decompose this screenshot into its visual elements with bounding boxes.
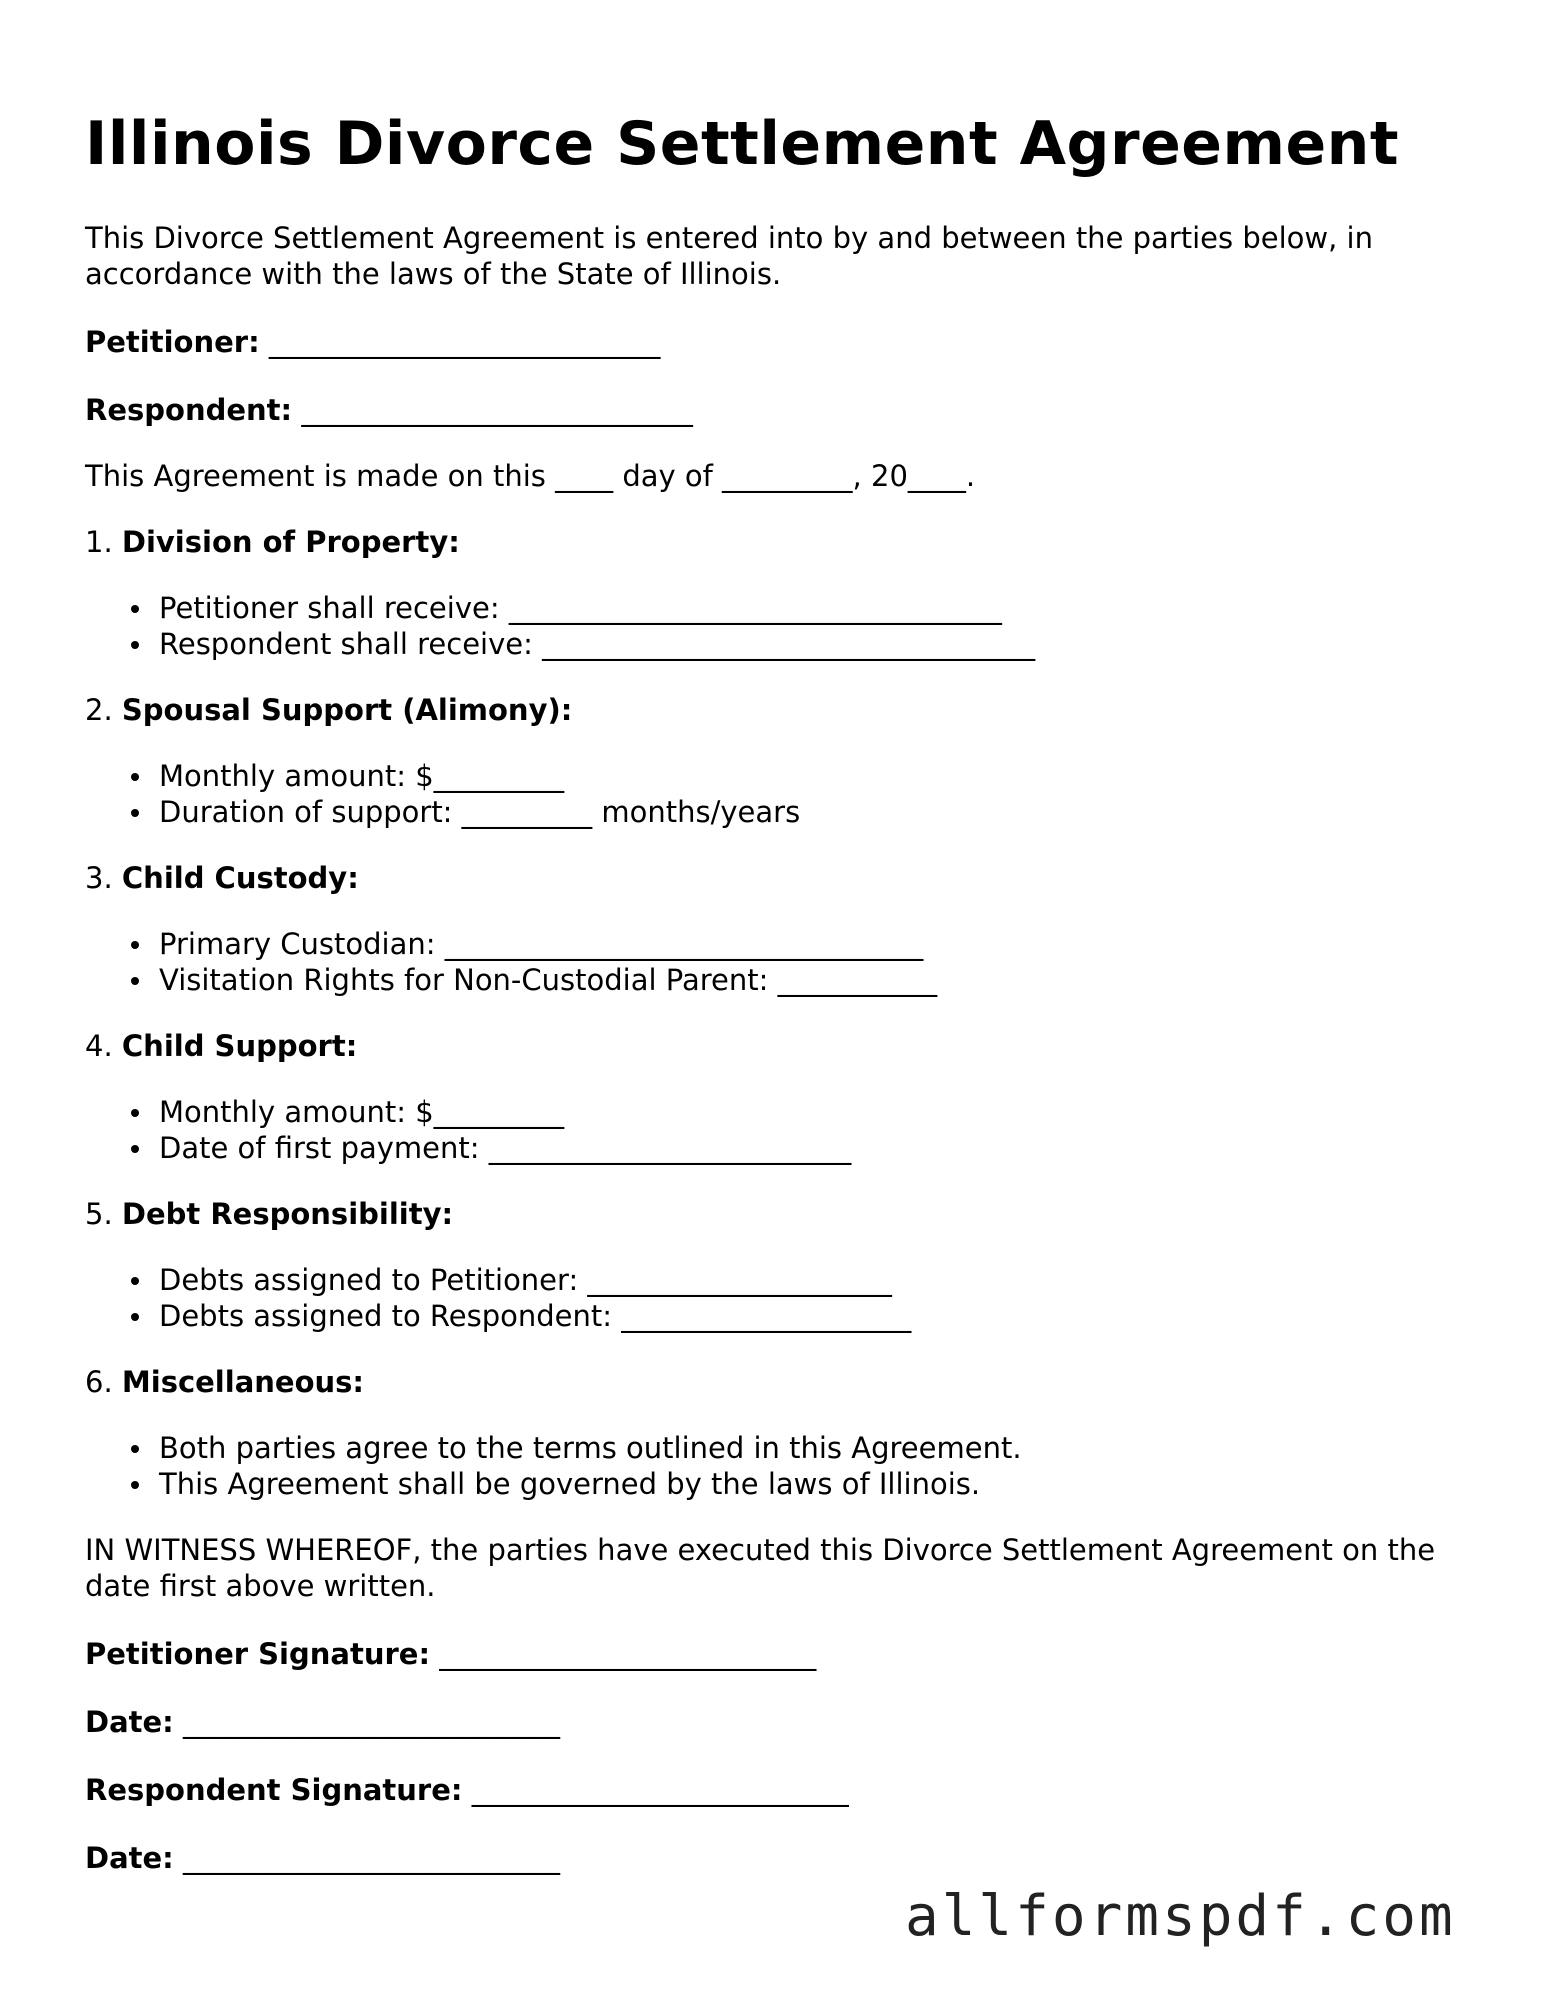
section-title: Child Custody: — [121, 861, 359, 895]
list-item: Debts assigned to Respondent: ____________________ — [159, 1298, 1465, 1334]
section-number: 5. — [85, 1197, 113, 1231]
section-number: 2. — [85, 693, 113, 727]
section-heading-3 — [85, 860, 1465, 896]
section-number: 4. — [85, 1029, 113, 1063]
section-number: 3. — [85, 861, 113, 895]
list-item: Date of first payment: _________________________ — [159, 1130, 1465, 1166]
respondent-blank[interactable]: ___________________________ — [301, 393, 693, 427]
section-1-list — [85, 590, 1465, 662]
list-item: Primary Custodian: _________________________________ — [159, 926, 1465, 962]
section-title: Debt Responsibility: — [121, 1197, 454, 1231]
list-item: Petitioner shall receive: __________________________________ — [159, 590, 1465, 626]
section-2-list — [85, 758, 1465, 830]
signature-label: Petitioner Signature: — [85, 1637, 431, 1671]
signature-blank[interactable]: __________________________ — [439, 1637, 817, 1671]
section-title: Child Support: — [121, 1029, 358, 1063]
section-heading-5 — [85, 1196, 1465, 1232]
watermark: allformspdf.com — [905, 1884, 1456, 1949]
date-blank[interactable]: __________________________ — [183, 1705, 560, 1739]
section-heading-2 — [85, 692, 1465, 728]
signature-label: Respondent Signature: — [85, 1773, 463, 1807]
list-item: Monthly amount: $_________ — [159, 1094, 1465, 1130]
date-label: Date: — [85, 1705, 174, 1739]
agreement-date-line: This Agreement is made on this ____ day of _________, 20____. — [85, 459, 976, 493]
list-item: Both parties agree to the terms outlined in this Agreement. — [159, 1430, 1465, 1466]
list-item: This Agreement shall be governed by the laws of Illinois. — [159, 1466, 1465, 1502]
section-number: 1. — [85, 525, 113, 559]
list-item: Duration of support: _________ months/years — [159, 794, 1465, 830]
petitioner-blank[interactable]: ___________________________ — [268, 325, 661, 359]
section-heading-4 — [85, 1028, 1465, 1064]
document-page — [85, 108, 1465, 1876]
section-5-list — [85, 1262, 1465, 1334]
list-item: Debts assigned to Petitioner: _____________________ — [159, 1262, 1465, 1298]
signature-blank[interactable]: __________________________ — [471, 1773, 849, 1807]
date-label: Date: — [85, 1841, 174, 1875]
respondent-label: Respondent: — [85, 393, 293, 427]
section-number: 6. — [85, 1365, 113, 1399]
list-item: Respondent shall receive: __________________________________ — [159, 626, 1465, 662]
section-heading-6 — [85, 1364, 1465, 1400]
section-heading-1 — [85, 524, 1465, 560]
petitioner-date-field — [85, 1704, 1465, 1740]
intro-paragraph: This Divorce Settlement Agreement is entered into by and between the parties below, in accordance with the laws of the State of Illinois. — [85, 221, 1373, 291]
list-item: Monthly amount: $_________ — [159, 758, 1465, 794]
document-title: Illinois Divorce Settlement Agreement — [85, 109, 1400, 179]
witness-paragraph: IN WITNESS WHEREOF, the parties have executed this Divorce Settlement Agreement on the date first above written. — [85, 1533, 1436, 1603]
petitioner-signature-field — [85, 1636, 1465, 1672]
section-6-list — [85, 1430, 1465, 1502]
section-title: Miscellaneous: — [121, 1365, 365, 1399]
date-blank[interactable]: __________________________ — [183, 1841, 560, 1875]
respondent-date-field — [85, 1840, 1465, 1876]
respondent-signature-field — [85, 1772, 1465, 1808]
section-4-list — [85, 1094, 1465, 1166]
section-title: Division of Property: — [121, 525, 460, 559]
section-title: Spousal Support (Alimony): — [121, 693, 573, 727]
petitioner-field — [85, 324, 1465, 360]
section-3-list — [85, 926, 1465, 998]
respondent-field — [85, 392, 1465, 428]
list-item: Visitation Rights for Non-Custodial Parent: ___________ — [159, 962, 1465, 998]
petitioner-label: Petitioner: — [85, 325, 260, 359]
